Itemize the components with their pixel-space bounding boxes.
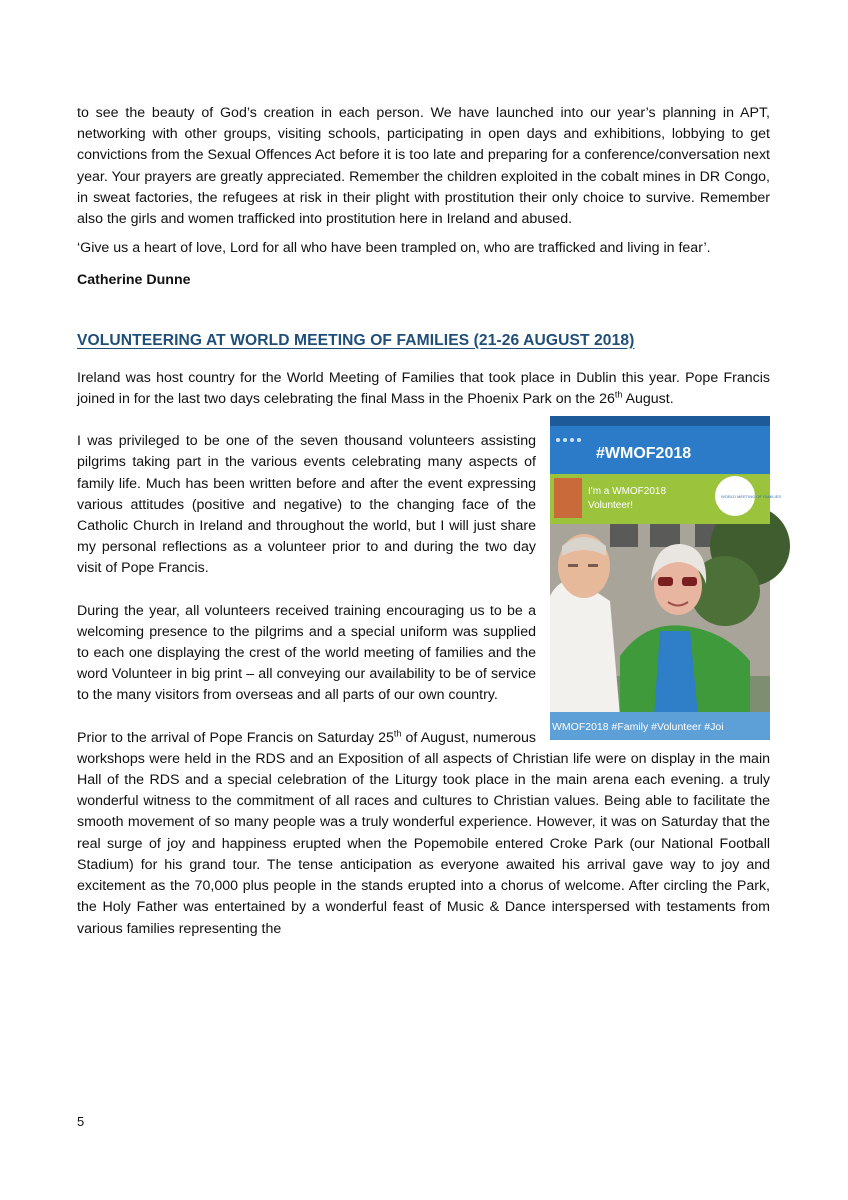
section-paragraph-4 xyxy=(77,728,770,940)
p4-text-end: of August, numerous workshops were held in the RDS and an Exposition of all aspects of Christian life were on display in the main Hall of the RDS and a special celebration of the Liturgy took place in the main arena each evening. a truly wonderful witness to the commitment of all races and cultures to Christian values. Being able to facilitate the smooth movement of so many people was a truly wonderful experience. However, it was on Saturday that the real surge of joy and happiness erupted when the Popemobile entered Croke Park (our National Football Stadium) for his grand tour. The tense anticipation as everyone awaited his arrival gave way to joy and excitement as the 70,000 plus people in the stands erupted into a chorus of welcome. After circling the Park, the Holy Father was entertained by a wonderful feast of Music & Dance interspersed with testaments from various families representing the xyxy=(77,729,770,937)
page-number: 5 xyxy=(77,1114,85,1129)
p1-superscript: th xyxy=(614,389,623,400)
crest-text: WORLD MEETING OF FAMILIES xyxy=(721,494,782,500)
author-signature: Catherine Dunne xyxy=(77,272,191,289)
section-paragraph-2: I was privileged to be one of the seven thousand volunteers assisting pilgrims taking part in the various events celebrating many aspects of family life. Much has been written before and after the event expressing various attitudes (positive and negative) to the changing face of the Catholic Church in Ireland and throughout the world, but I will just share my personal reflections as a volunteer prior to and during the two day visit of Pope Francis. xyxy=(77,433,536,577)
intro-paragraph: to see the beauty of God’s creation in each person. We have launched into our year’s planning in APT, networking with other groups, visiting schools, participating in open days and exhibitions, lobbying to get convictions from the Sexual Offences Act before it is too late and preparing for a conference/conversation next year. Your prayers are greatly appreciated. Remember the children exploited in the cobalt mines in DR Congo, in sweat factories, the refugees at risk in their plight with prostitution their only choice to survive. Remember also the girls and women trafficked into prostitution here in Ireland and abused. xyxy=(77,105,770,228)
badge-line-1: I'm a WMOF2018 xyxy=(588,486,667,498)
section-heading: VOLUNTEERING AT WORLD MEETING OF FAMILIES (21-26 AUGUST 2018) xyxy=(77,331,635,349)
p1-text: Ireland was host country for the World Meeting of Families that took place in Dublin this year. Pope Francis joined in for the last two days celebrating the final Mass in the Phoenix Park on the 26 xyxy=(77,369,770,408)
p1-text-end: August. xyxy=(622,391,674,408)
volunteer-photo xyxy=(550,416,782,740)
section-body xyxy=(77,368,782,940)
banner-hashtag: #WMOF2018 xyxy=(596,445,692,463)
p4-text: Prior to the arrival of Pope Francis on Saturday 25 xyxy=(77,729,394,746)
badge-line-2: Volunteer! xyxy=(588,500,634,512)
bottom-strip-text: WMOF2018 #Family #Volunteer #Joi xyxy=(552,721,724,734)
prayer-quote: ‘Give us a heart of love, Lord for all who have been trampled on, who are trafficked and living in fear’. xyxy=(77,240,711,257)
page-content xyxy=(77,103,782,940)
section-paragraph-3: During the year, all volunteers received training encouraging us to be a welcoming presence to the pilgrims and a special uniform was supplied to each one displaying the crest of the world meeting of families and the word Volunteer in big print – all conveying our availability to be of service to the many visitors from overseas and all parts of our own country. xyxy=(77,602,536,704)
photo-illustration xyxy=(550,416,782,740)
p4-superscript: th xyxy=(393,727,402,738)
section-paragraph-1 xyxy=(77,368,770,410)
